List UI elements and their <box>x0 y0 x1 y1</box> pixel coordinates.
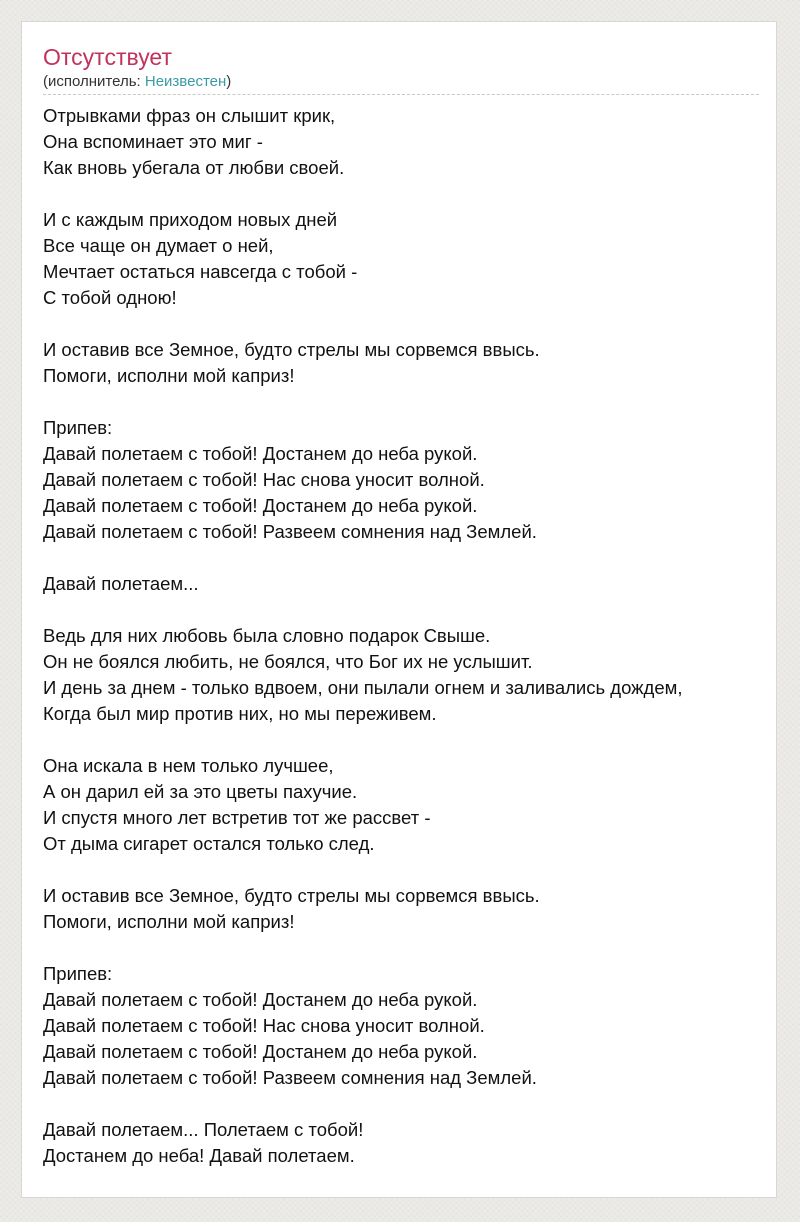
lyrics-line: Мечтает остаться навсегда с тобой - <box>43 261 358 282</box>
lyrics-line: И день за днем - только вдвоем, они пылали огнем и заливались дождем, <box>43 677 683 698</box>
lyrics-line: Отрывками фраз он слышит крик, <box>43 105 336 126</box>
lyrics-line: И оставив все Земное, будто стрелы мы сорвемся ввысь. <box>43 339 540 360</box>
lyrics-line: Давай полетаем с тобой! Достанем до неба рукой. <box>43 495 478 516</box>
lyrics-blank-line <box>43 727 759 753</box>
song-title: Отсутствует <box>43 44 172 70</box>
artist-line <box>43 73 231 91</box>
lyrics-line: И спустя много лет встретив тот же рассвет - <box>43 807 431 828</box>
lyrics-line: И с каждым приходом новых дней <box>43 209 338 230</box>
lyrics-text <box>43 103 759 1169</box>
lyrics-line: Припев: <box>43 417 113 438</box>
lyrics-line: Все чаще он думает о ней, <box>43 235 274 256</box>
lyrics-line: Давай полетаем с тобой! Развеем сомнения над Землей. <box>43 1067 537 1088</box>
lyrics-line: Достанем до неба! Давай полетаем. <box>43 1145 355 1166</box>
lyrics-line: От дыма сигарет остался только след. <box>43 833 375 854</box>
lyrics-blank-line <box>43 181 759 207</box>
lyrics-blank-line <box>43 857 759 883</box>
lyrics-line: Давай полетаем с тобой! Развеем сомнения над Землей. <box>43 521 537 542</box>
lyrics-line: Давай полетаем с тобой! Нас снова уносит волной. <box>43 469 485 490</box>
lyrics-line: И оставив все Земное, будто стрелы мы сорвемся ввысь. <box>43 885 540 906</box>
lyrics-line: Давай полетаем с тобой! Достанем до неба рукой. <box>43 1041 478 1062</box>
lyrics-blank-line <box>43 389 759 415</box>
lyrics-blank-line <box>43 1091 759 1117</box>
song-header <box>43 44 759 95</box>
lyrics-line: Как вновь убегала от любви своей. <box>43 157 345 178</box>
artist-prefix: (исполнитель: <box>43 73 145 90</box>
lyrics-line: Помоги, исполни мой каприз! <box>43 365 295 386</box>
lyrics-blank-line <box>43 597 759 623</box>
artist-link[interactable]: Неизвестен <box>144 73 227 90</box>
lyrics-line: Давай полетаем... <box>43 573 199 594</box>
artist-suffix: ) <box>226 73 232 90</box>
lyrics-card <box>21 21 777 1198</box>
lyrics-line: Припев: <box>43 963 113 984</box>
lyrics-line: Она вспоминает это миг - <box>43 131 263 152</box>
lyrics-line: Когда был мир против них, но мы переживем. <box>43 703 437 724</box>
lyrics-blank-line <box>43 311 759 337</box>
lyrics-line: Ведь для них любовь была словно подарок Свыше. <box>43 625 491 646</box>
lyrics-line: Давай полетаем с тобой! Достанем до неба рукой. <box>43 989 478 1010</box>
lyrics-line: Она искала в нем только лучшее, <box>43 755 334 776</box>
lyrics-line: Помоги, исполни мой каприз! <box>43 911 295 932</box>
lyrics-line: Он не боялся любить, не боялся, что Бог их не услышит. <box>43 651 533 672</box>
lyrics-blank-line <box>43 545 759 571</box>
lyrics-line: Давай полетаем... Полетаем с тобой! <box>43 1119 364 1140</box>
lyrics-line: Давай полетаем с тобой! Нас снова уносит волной. <box>43 1015 485 1036</box>
lyrics-line: А он дарил ей за это цветы пахучие. <box>43 781 358 802</box>
lyrics-blank-line <box>43 935 759 961</box>
lyrics-line: Давай полетаем с тобой! Достанем до неба рукой. <box>43 443 478 464</box>
lyrics-line: С тобой одною! <box>43 287 177 308</box>
